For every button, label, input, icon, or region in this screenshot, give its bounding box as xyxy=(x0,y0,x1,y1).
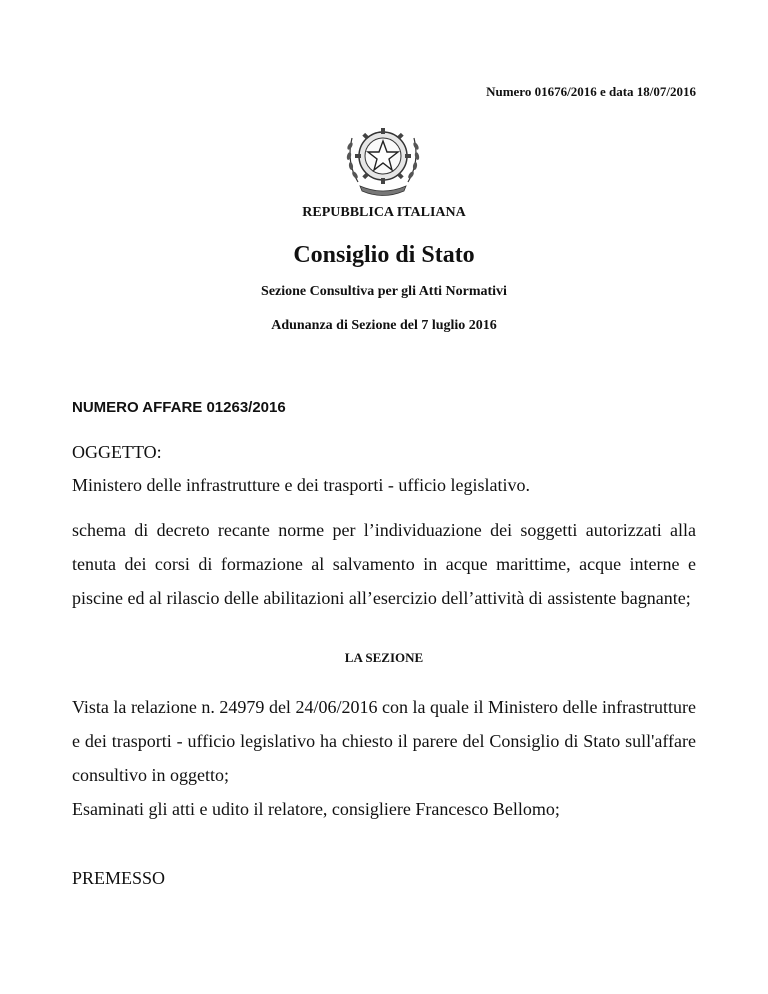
vista-paragraph: Vista la relazione n. 24979 del 24/06/2016 con la quale il Ministero delle infrastrutture e dei trasporti - ufficio legislativo ha chiesto il parere del Consiglio di Stato sull'affare consultivo in oggetto; xyxy=(72,697,696,785)
oggetto-label: OGGETTO: xyxy=(72,442,162,462)
oggetto-text: Ministero delle infrastrutture e dei trasporti - ufficio legislativo. xyxy=(72,475,531,495)
italian-republic-emblem-icon xyxy=(338,112,428,202)
meeting-date: Adunanza di Sezione del 7 luglio 2016 xyxy=(271,318,497,333)
council-title: Consiglio di Stato xyxy=(293,242,475,268)
affare-number: NUMERO AFFARE 01263/2016 xyxy=(72,399,286,416)
republic-title: REPUBBLICA ITALIANA xyxy=(302,205,466,220)
schema-paragraph: schema di decreto recante norme per l’individuazione dei soggetti autorizzati alla tenuta dei corsi di formazione al salvamento in acque marittime, acque interne e piscine ed al rilascio delle abilitazioni all’esercizio dell’attività di assistente bagnante; xyxy=(72,520,696,608)
esaminati-paragraph: Esaminati gli atti e udito il relatore, consigliere Francesco Bellomo; xyxy=(72,799,560,819)
section-title: Sezione Consultiva per gli Atti Normativi xyxy=(261,284,507,299)
sezione-heading: LA SEZIONE xyxy=(344,650,424,665)
premesso-heading: PREMESSO xyxy=(72,868,166,888)
document-number: Numero 01676/2016 e data 18/07/2016 xyxy=(486,84,696,99)
